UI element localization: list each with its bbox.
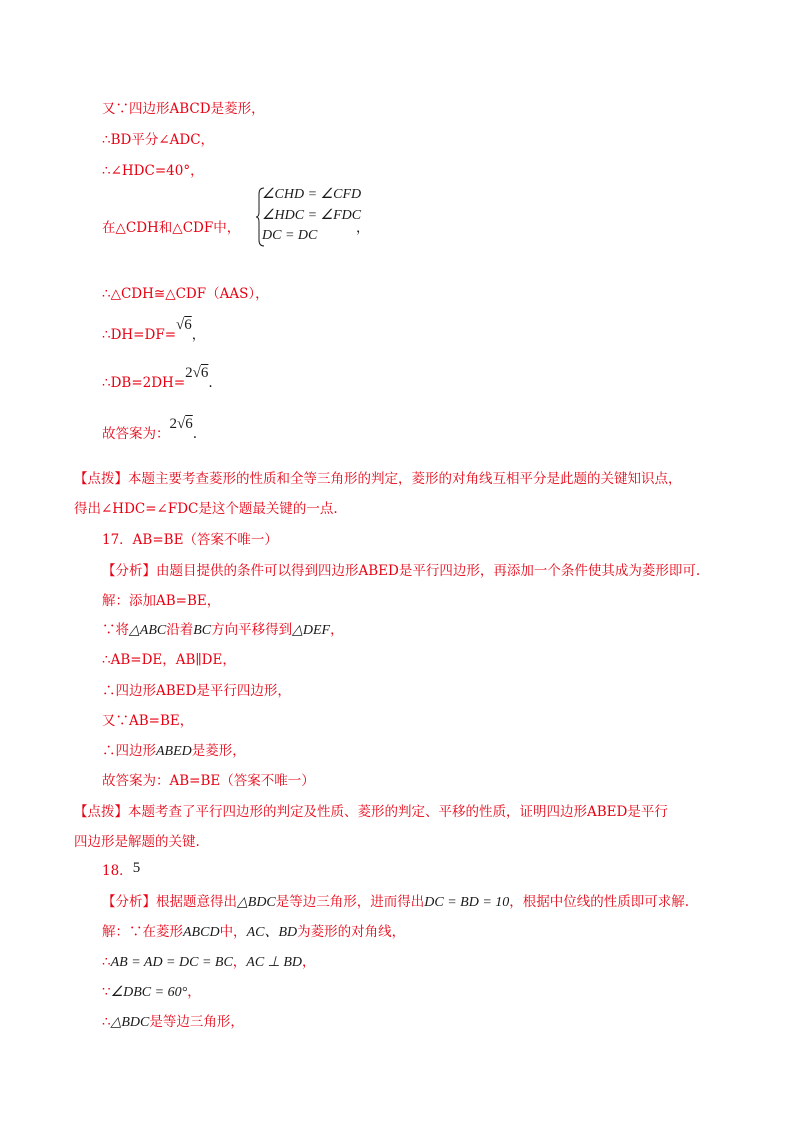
analysis-18: 【分析】根据题意得出△BDC是等边三角形，进而得出DC = BD = 10，根据中位线的性质即可求解.	[102, 894, 690, 910]
answer-16-label: 故答案为：	[102, 426, 170, 442]
remark-17-line-1: 【点拨】本题考查了平行四边形的判定及性质、菱形的判定、平移的性质，证明四边形ABED是平行	[74, 804, 668, 820]
line-congruence: ∴△CDH≅△CDF（AAS），	[102, 286, 269, 302]
solution-18-step-4: ∴△BDC是等边三角形，	[102, 1014, 244, 1030]
line-db	[102, 365, 213, 392]
solution-17-step-6: ∴四边形ABED是菱形，	[102, 743, 246, 759]
dh-df-label: ∴DH=DF=	[102, 327, 176, 343]
line-dh-df	[102, 317, 206, 344]
analysis-17: 【分析】由题目提供的条件可以得到四边形ABED是平行四边形，再添加一个条件使其成为菱形即可.	[102, 563, 701, 579]
sqrt-6-value: √6	[176, 317, 192, 333]
db-label: ∴DB=2DH=	[102, 375, 186, 391]
line-triangles-intro: 在△CDH和△CDF中，	[102, 220, 241, 236]
question-17-answer: 17．AB=BE（答案不唯一）	[102, 532, 278, 548]
line-rhombus-premise: 又∵四边形ABCD是菱形，	[102, 101, 265, 117]
system-row-3: DC = DC	[262, 228, 318, 243]
solution-18-step-2: ∴AB = AD = DC = BC，AC ⊥ BD，	[102, 954, 316, 970]
remark-16-line-1: 【点拨】本题主要考查菱形的性质和全等三角形的判定，菱形的对角线互相平分是此题的关键知识点，	[74, 471, 682, 487]
solution-17-step-3: ∴AB=DE，AB∥DE，	[102, 652, 236, 668]
equation-system	[256, 186, 366, 248]
system-row-2: ∠HDC = ∠FDC	[262, 208, 362, 223]
question-18-answer: 18．5	[102, 860, 141, 879]
solution-18-step-1: 解：∵在菱形ABCD中，AC、BD为菱形的对角线，	[102, 924, 406, 940]
solution-18-step-3: ∵∠DBC = 60°，	[102, 984, 201, 1000]
line-angle-hdc: ∴∠HDC=40°，	[102, 163, 204, 179]
system-trailing-comma: ，	[356, 220, 370, 236]
remark-17-line-2: 四边形是解题的关键.	[74, 834, 200, 850]
remark-16-line-2: 得出∠HDC=∠FDC是这个题最关键的一点.	[74, 501, 338, 517]
solution-17-step-5: 又∵AB=BE，	[102, 713, 194, 729]
solution-17-answer: 故答案为：AB=BE（答案不唯一）	[102, 773, 315, 789]
solution-17-step-4: ∴四边形ABED是平行四边形，	[102, 683, 291, 699]
solution-17-step-2: ∵将△ABC沿着BC方向平移得到△DEF，	[102, 622, 344, 638]
line-answer-16	[102, 416, 198, 443]
line-bd-bisects: ∴BD平分∠ADC，	[102, 132, 215, 148]
answer-16-period: .	[192, 426, 198, 442]
two-sqrt-6-value: 2√6	[185, 365, 209, 381]
db-period: .	[208, 375, 213, 391]
dh-df-comma: ，	[191, 327, 206, 343]
solution-17-step-1: 解：添加AB=BE，	[102, 593, 221, 609]
answer-16-value: 2√6	[169, 416, 193, 432]
system-row-1: ∠CHD = ∠CFD	[262, 187, 362, 202]
